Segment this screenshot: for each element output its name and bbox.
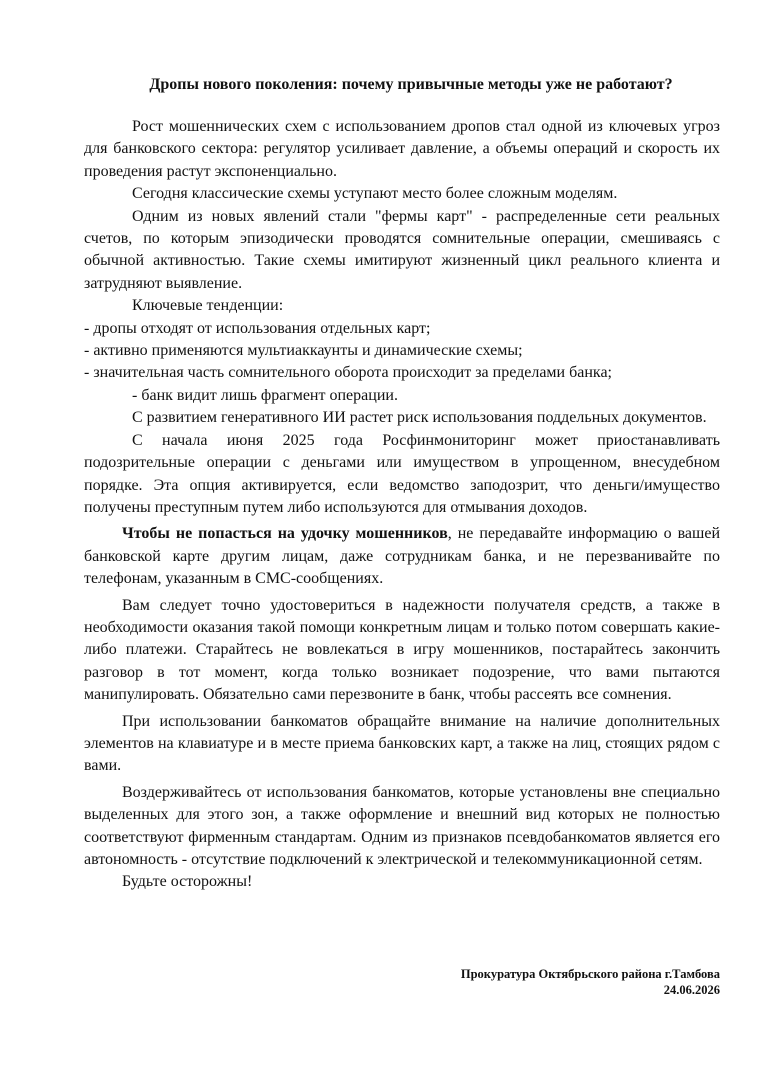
list-item: - значительная часть сомнительного оборота происходит за пределами банка; bbox=[84, 364, 612, 382]
paragraph-dropper-growth: Рост мошеннических схем с использованием дропов стал одной из ключевых угроз для банковского сектора: регулятор усиливает давление, а объемы операций и скорость их проведения растут экспоненциально. bbox=[84, 118, 720, 180]
paragraph-atm-attention: При использовании банкоматов обращайте внимание на наличие дополнительных элементов на клавиатуре и в месте приема банковских карт, а также на лиц, стоящих рядом с вами. bbox=[84, 712, 720, 775]
fraud-warning-bold: Чтобы не попасться на удочку мошенников bbox=[122, 525, 448, 543]
paragraph-generative-ai: С развитием генеративного ИИ растет риск использования поддельных документов. bbox=[132, 409, 707, 427]
list-item: - дропы отходят от использования отдельных карт; bbox=[84, 319, 431, 337]
paragraph-rosfinmonitoring: С начала июня 2025 года Росфинмониторинг может приостанавливать подозрительные операции с деньгами или имуществом в упрощенном, внесудебном порядке. Эта опция активируется, если ведомство заподозрит, что деньги/имущество получены преступным путем либо используются для отмывания доходов. bbox=[84, 431, 720, 516]
document-body bbox=[84, 116, 720, 894]
paragraph-card-farms: Одним из новых явлений стали "фермы карт" - распределенные сети реальных счетов, по которым эпизодически проводятся сомнительные операции, смешиваясь с обычной активностью. Такие схемы имитируют жизненный цикл реального клиента и затрудняют выявление. bbox=[84, 207, 720, 292]
fraud-warning-rest: , не передавайте информацию о вашей банковской карте другим лицам, даже сотрудникам банка, и не перезванивайте по телефонам, указанным в СМС-сообщениях. bbox=[84, 525, 721, 588]
paragraph-be-careful: Будьте осторожны! bbox=[122, 873, 253, 891]
list-item: - активно применяются мультиаккаунты и динамические схемы; bbox=[84, 342, 523, 360]
signature-date: 24.06.2026 bbox=[663, 983, 720, 997]
paragraph-recipient-check: Вам следует точно удостовериться в надежности получателя средств, а также в необходимости оказания такой помощи конкретным лицам и только потом совершать какие-либо платежи. Старайтесь не вовлекаться в игру мошенников, постарайтесь закончить разговор в тот момент, когда только возникает подозрение, что вами пытаются манипулировать. Обязательно сами перезвоните в банк, чтобы рассеять все сомнения. bbox=[84, 596, 720, 704]
signature-organization: Прокуратура Октябрьского района г.Тамбова bbox=[460, 967, 720, 981]
paragraph-key-trends: Ключевые тенденции: bbox=[132, 297, 284, 315]
paragraph-fraud-warning bbox=[84, 523, 720, 590]
paragraph-atm-avoid: Воздерживайтесь от использования банкоматов, которые установлены вне специально выделенных для этого зон, а также оформление и внешний вид которых не полностью соответствуют фирменным стандартам. Одним из признаков псевдобанкоматов является его автономность - отсутствие подключений к электрической и телекоммуникационной сетям. bbox=[84, 783, 720, 868]
paragraph-classic-schemes: Сегодня классические схемы уступают место более сложным моделям. bbox=[132, 185, 618, 203]
list-item: - банк видит лишь фрагмент операции. bbox=[132, 386, 398, 404]
signature-block bbox=[461, 966, 720, 998]
document-title: Дропы нового поколения: почему привычные методы уже не работают? bbox=[149, 76, 673, 93]
